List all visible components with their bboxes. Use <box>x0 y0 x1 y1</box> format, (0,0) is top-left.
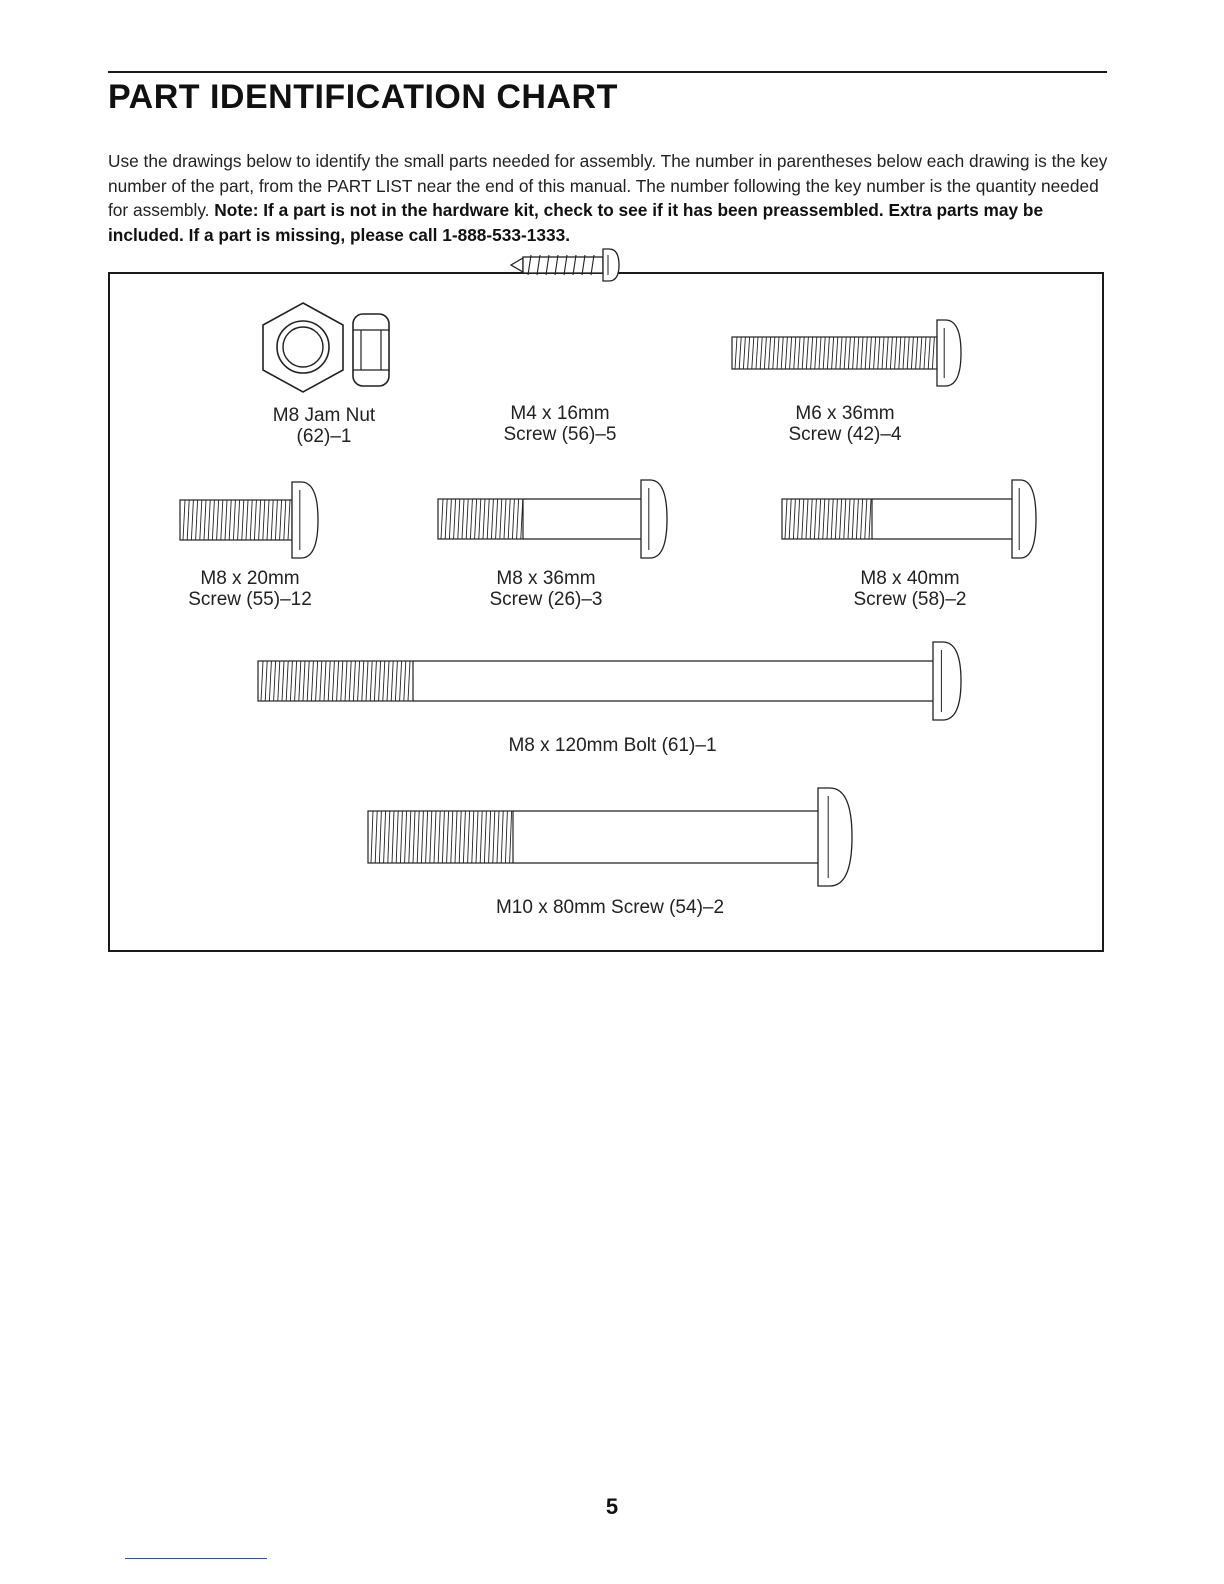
screw-icon <box>366 786 856 888</box>
part-caption-jam-nut <box>254 405 394 447</box>
part-size: M8 x 36mm <box>496 568 596 589</box>
part-key-qty: Screw (58)–2 <box>853 589 967 610</box>
part-key-qty: Screw (55)–12 <box>188 589 312 610</box>
part-key-qty: (62)–1 <box>296 426 352 447</box>
screw-icon <box>178 480 323 560</box>
part-size: M8 Jam Nut <box>272 405 376 426</box>
part-key-qty: Screw (26)–3 <box>489 589 603 610</box>
intro-text: Use the drawings below to identify the small parts needed for assembly. The number in parentheses below each drawing is the key number of the part, from the PART LIST near the end of this manual. The number following the key number is the quantity needed for assembly. <box>108 151 1108 220</box>
jam-nut-icon <box>255 300 395 400</box>
part-key-qty: Screw (42)–4 <box>788 424 902 445</box>
page-number: 5 <box>605 1494 619 1519</box>
part-size: M10 x 80mm Screw (54)–2 <box>495 897 725 918</box>
part-key-qty: Screw (56)–5 <box>503 424 617 445</box>
screw-icon <box>436 478 668 560</box>
part-caption-m10x80 <box>470 897 750 918</box>
part-caption-m8x36 <box>466 568 626 610</box>
footer-link-line <box>125 1558 267 1559</box>
part-caption-m8x40 <box>830 568 990 610</box>
part-size: M4 x 16mm <box>510 403 610 424</box>
intro-note: Note: If a part is not in the hardware kit, check to see if it has been preassembled. Extra parts may be included. If a part is missing, please call 1-888-533-1333. <box>108 200 1044 245</box>
part-caption-m6x36 <box>765 403 925 445</box>
part-caption-m8x20 <box>170 568 330 610</box>
screw-icon <box>505 245 625 285</box>
part-size: M8 x 40mm <box>860 568 960 589</box>
part-size: M6 x 36mm <box>795 403 895 424</box>
page-title: PART IDENTIFICATION CHART <box>108 78 618 116</box>
screw-icon <box>780 478 1038 560</box>
intro-paragraph <box>108 149 1108 247</box>
part-caption-m4x16 <box>480 403 640 445</box>
bolt-icon <box>256 640 966 722</box>
part-caption-m8x120 <box>480 735 745 756</box>
screw-icon <box>730 318 964 388</box>
title-rule <box>108 71 1107 73</box>
part-size: M8 x 120mm Bolt (61)–1 <box>508 735 717 756</box>
part-size: M8 x 20mm <box>200 568 300 589</box>
